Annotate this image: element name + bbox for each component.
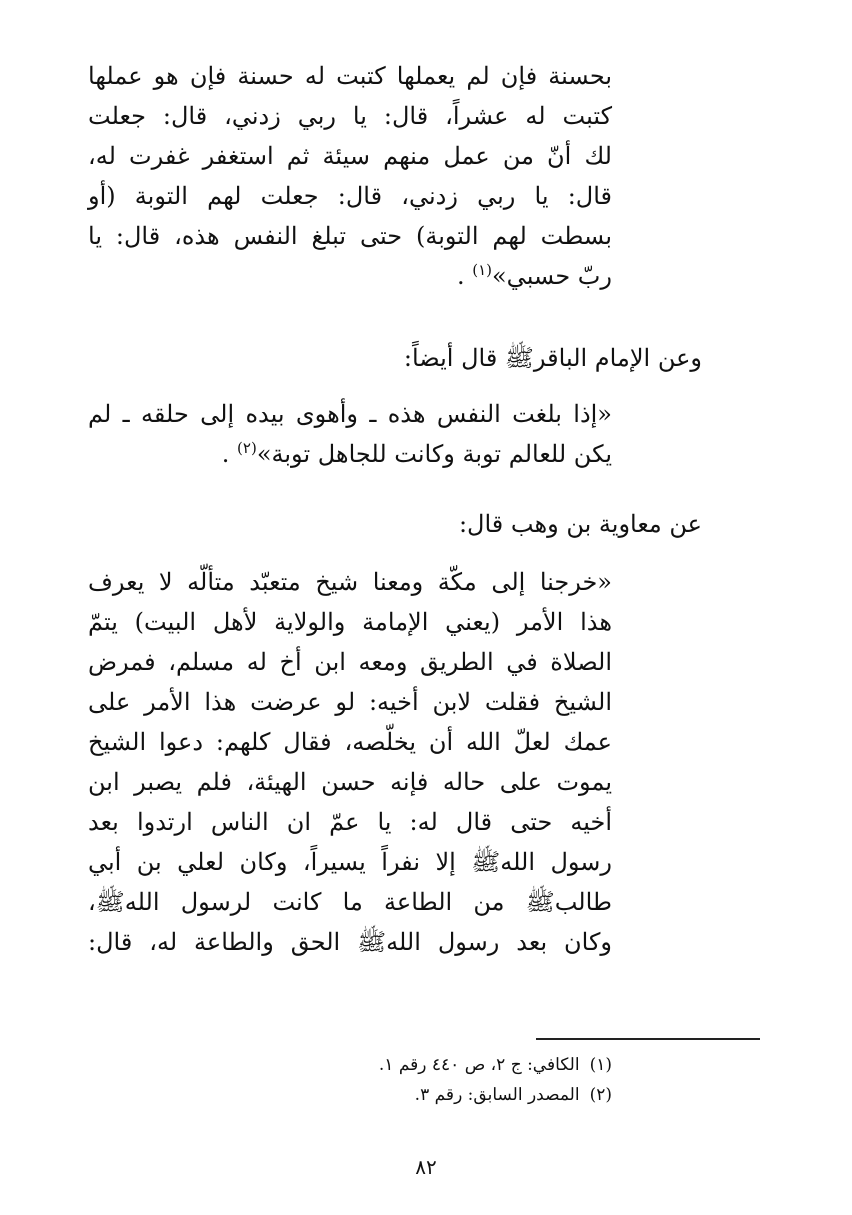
text-line: الصلاة في الطريق ومعه ابن أخ له مسلم، فمرض [88,648,612,676]
text-line: وعن الإمام الباقرﷺ قال أيضاً: [403,344,702,372]
text-line-last [88,434,612,474]
text-line: طالبﷺ من الطاعة ما كانت لرسول اللهﷺ، [88,888,612,916]
text-line: هذا الأمر (يعني الإمامة والولاية لأهل البيت) يتمّ [88,608,612,636]
text-line: الشيخ فقلت لابن أخيه: لو عرضت هذا الأمر على [88,688,612,716]
text-line: قال: يا ربي زدني، قال: جعلت لهم التوبة (أو [88,182,612,210]
paragraph-hadith-quote [88,394,612,474]
text-line-last [88,256,612,296]
sentence-end: . [221,440,230,468]
text-line: عمك لعلّ الله أن يخلّصه، فقال كلهم: دعوا الشيخ [88,728,612,756]
text-line-content: يكن للعالم توبة وكانت للجاهل توبة» [256,440,612,468]
paragraph-narration [88,562,612,962]
text-line: كتبت له عشراً، قال: يا ربي زدني، قال: جعلت [88,102,612,130]
paragraph-intro-muawiya [88,504,702,544]
footnote-text: المصدر السابق: رقم ٣. [414,1085,580,1105]
footnote-number: (١) [589,1055,612,1075]
footnotes [88,1050,612,1110]
text-line: وكان بعد رسول اللهﷺ الحق والطاعة له، قال: [88,928,612,956]
text-line: يموت على حاله فإنه حسن الهيئة، فلم يصبر ابن [88,768,612,796]
text-line: «إذا بلغت النفس هذه ـ وأهوى بيده إلى حلقه ـ لم [88,400,612,428]
paragraph-intro-baqir [88,338,702,378]
text-line: بحسنة فإن لم يعملها كتبت له حسنة فإن هو عملها [88,62,612,90]
paragraph-hadith-continuation [88,56,612,296]
text-line: بسطت لهم التوبة) حتى تبلغ النفس هذه، قال: يا [88,222,612,250]
text-line: «خرجنا إلى مكّة ومعنا شيخ متعبّد متألّه لا يعرف [88,568,612,596]
footnote-item [88,1050,612,1080]
footnote-number: (٢) [589,1085,612,1105]
footnote-text: الكافي: ج ٢، ص ٤٤٠ رقم ١. [378,1055,580,1075]
footnote-ref: (١) [472,261,492,279]
text-line: عن معاوية بن وهب قال: [458,510,702,538]
footnote-divider [536,1038,760,1040]
text-line: رسول اللهﷺ إلا نفراً يسيراً، وكان لعلي بن أبي [88,848,612,876]
footnote-item [88,1080,612,1110]
footnote-ref: (٢) [237,439,257,457]
text-line-content: ربّ حسبي» [492,262,612,290]
text-line: أخيه حتى قال له: يا عمّ ان الناس ارتدوا بعد [88,808,612,836]
text-line: لك أنّ من عمل منهم سيئة ثم استغفر غفرت له، [88,142,612,170]
sentence-end: . [456,262,465,290]
page-number: ٨٢ [415,1155,437,1179]
